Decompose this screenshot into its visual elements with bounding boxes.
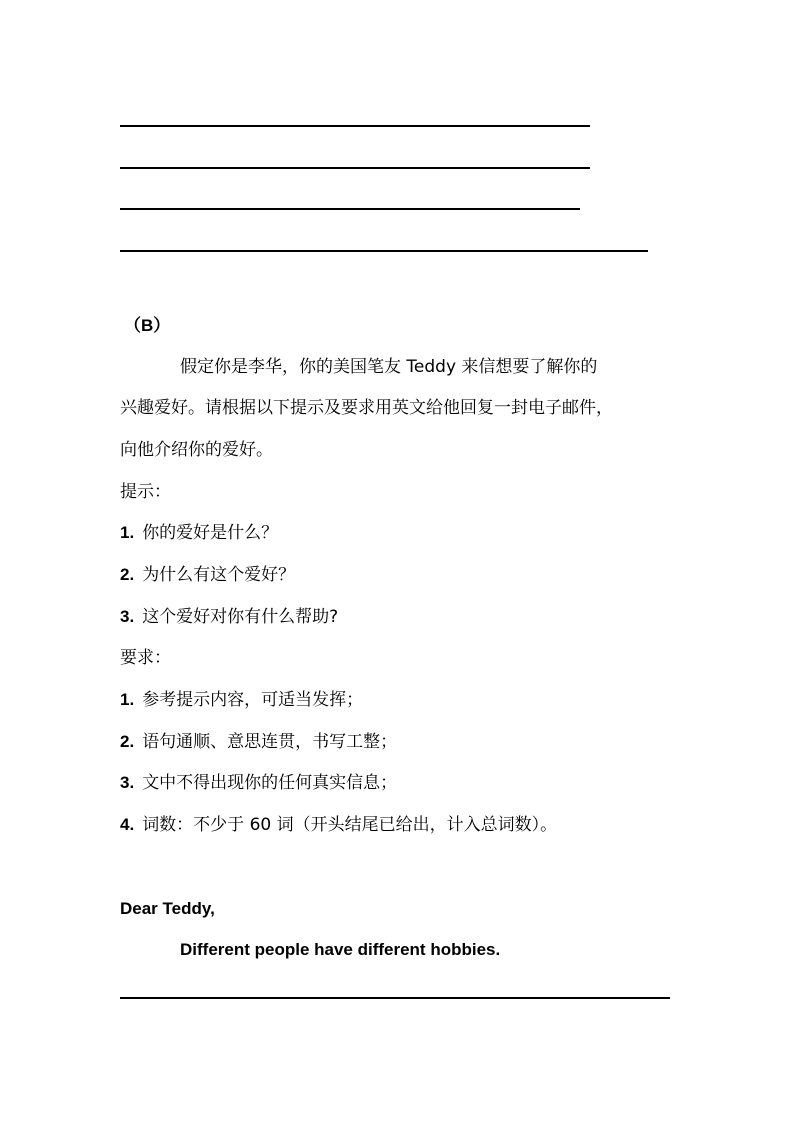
letter-opening: Different people have different hobbies.: [180, 940, 501, 959]
hint-item: [120, 605, 338, 629]
requirement-item: [120, 688, 363, 712]
section-label: （B）: [124, 316, 171, 335]
requirement-number: 4.: [120, 815, 135, 834]
requirement-number: 1.: [120, 690, 135, 709]
hint-number: 1.: [120, 523, 135, 542]
answer-line-5: [120, 997, 670, 999]
prompt-line-1: 假定你是李华，你的美国笔友 Teddy 来信想要了解你的: [180, 357, 598, 377]
prompt-line-3: 向他介绍你的爱好。: [120, 440, 273, 460]
requirement-item: [120, 771, 397, 795]
hint-text: 你的爱好是什么？: [142, 523, 279, 543]
hint-text: 这个爱好对你有什么帮助?: [142, 607, 339, 627]
requirement-text: 词数：不少于 60 词（开头结尾已给出，计入总词数）。: [142, 815, 558, 835]
hints-title: 提示：: [120, 482, 171, 502]
hint-item: [120, 521, 278, 545]
answer-line-2: [120, 167, 590, 169]
requirement-text: 文中不得出现你的任何真实信息；: [142, 773, 398, 793]
answer-line-1: [120, 125, 590, 127]
requirement-number: 2.: [120, 732, 135, 751]
requirement-number: 3.: [120, 773, 135, 792]
requirements-title: 要求：: [120, 648, 171, 668]
hint-item: [120, 563, 295, 587]
requirement-text: 语句通顺、意思连贯，书写工整；: [142, 732, 398, 752]
hint-number: 2.: [120, 565, 135, 584]
answer-line-3: [120, 208, 580, 210]
hint-text: 为什么有这个爱好？: [142, 565, 296, 585]
prompt-line-2: 兴趣爱好。请根据以下提示及要求用英文给他回复一封电子邮件，: [120, 398, 613, 418]
requirement-text: 参考提示内容，可适当发挥；: [142, 690, 364, 710]
requirement-item: [120, 730, 397, 754]
letter-salutation: Dear Teddy,: [120, 899, 215, 918]
requirement-item: [120, 813, 557, 837]
answer-line-4: [120, 250, 648, 252]
hint-number: 3.: [120, 607, 135, 626]
